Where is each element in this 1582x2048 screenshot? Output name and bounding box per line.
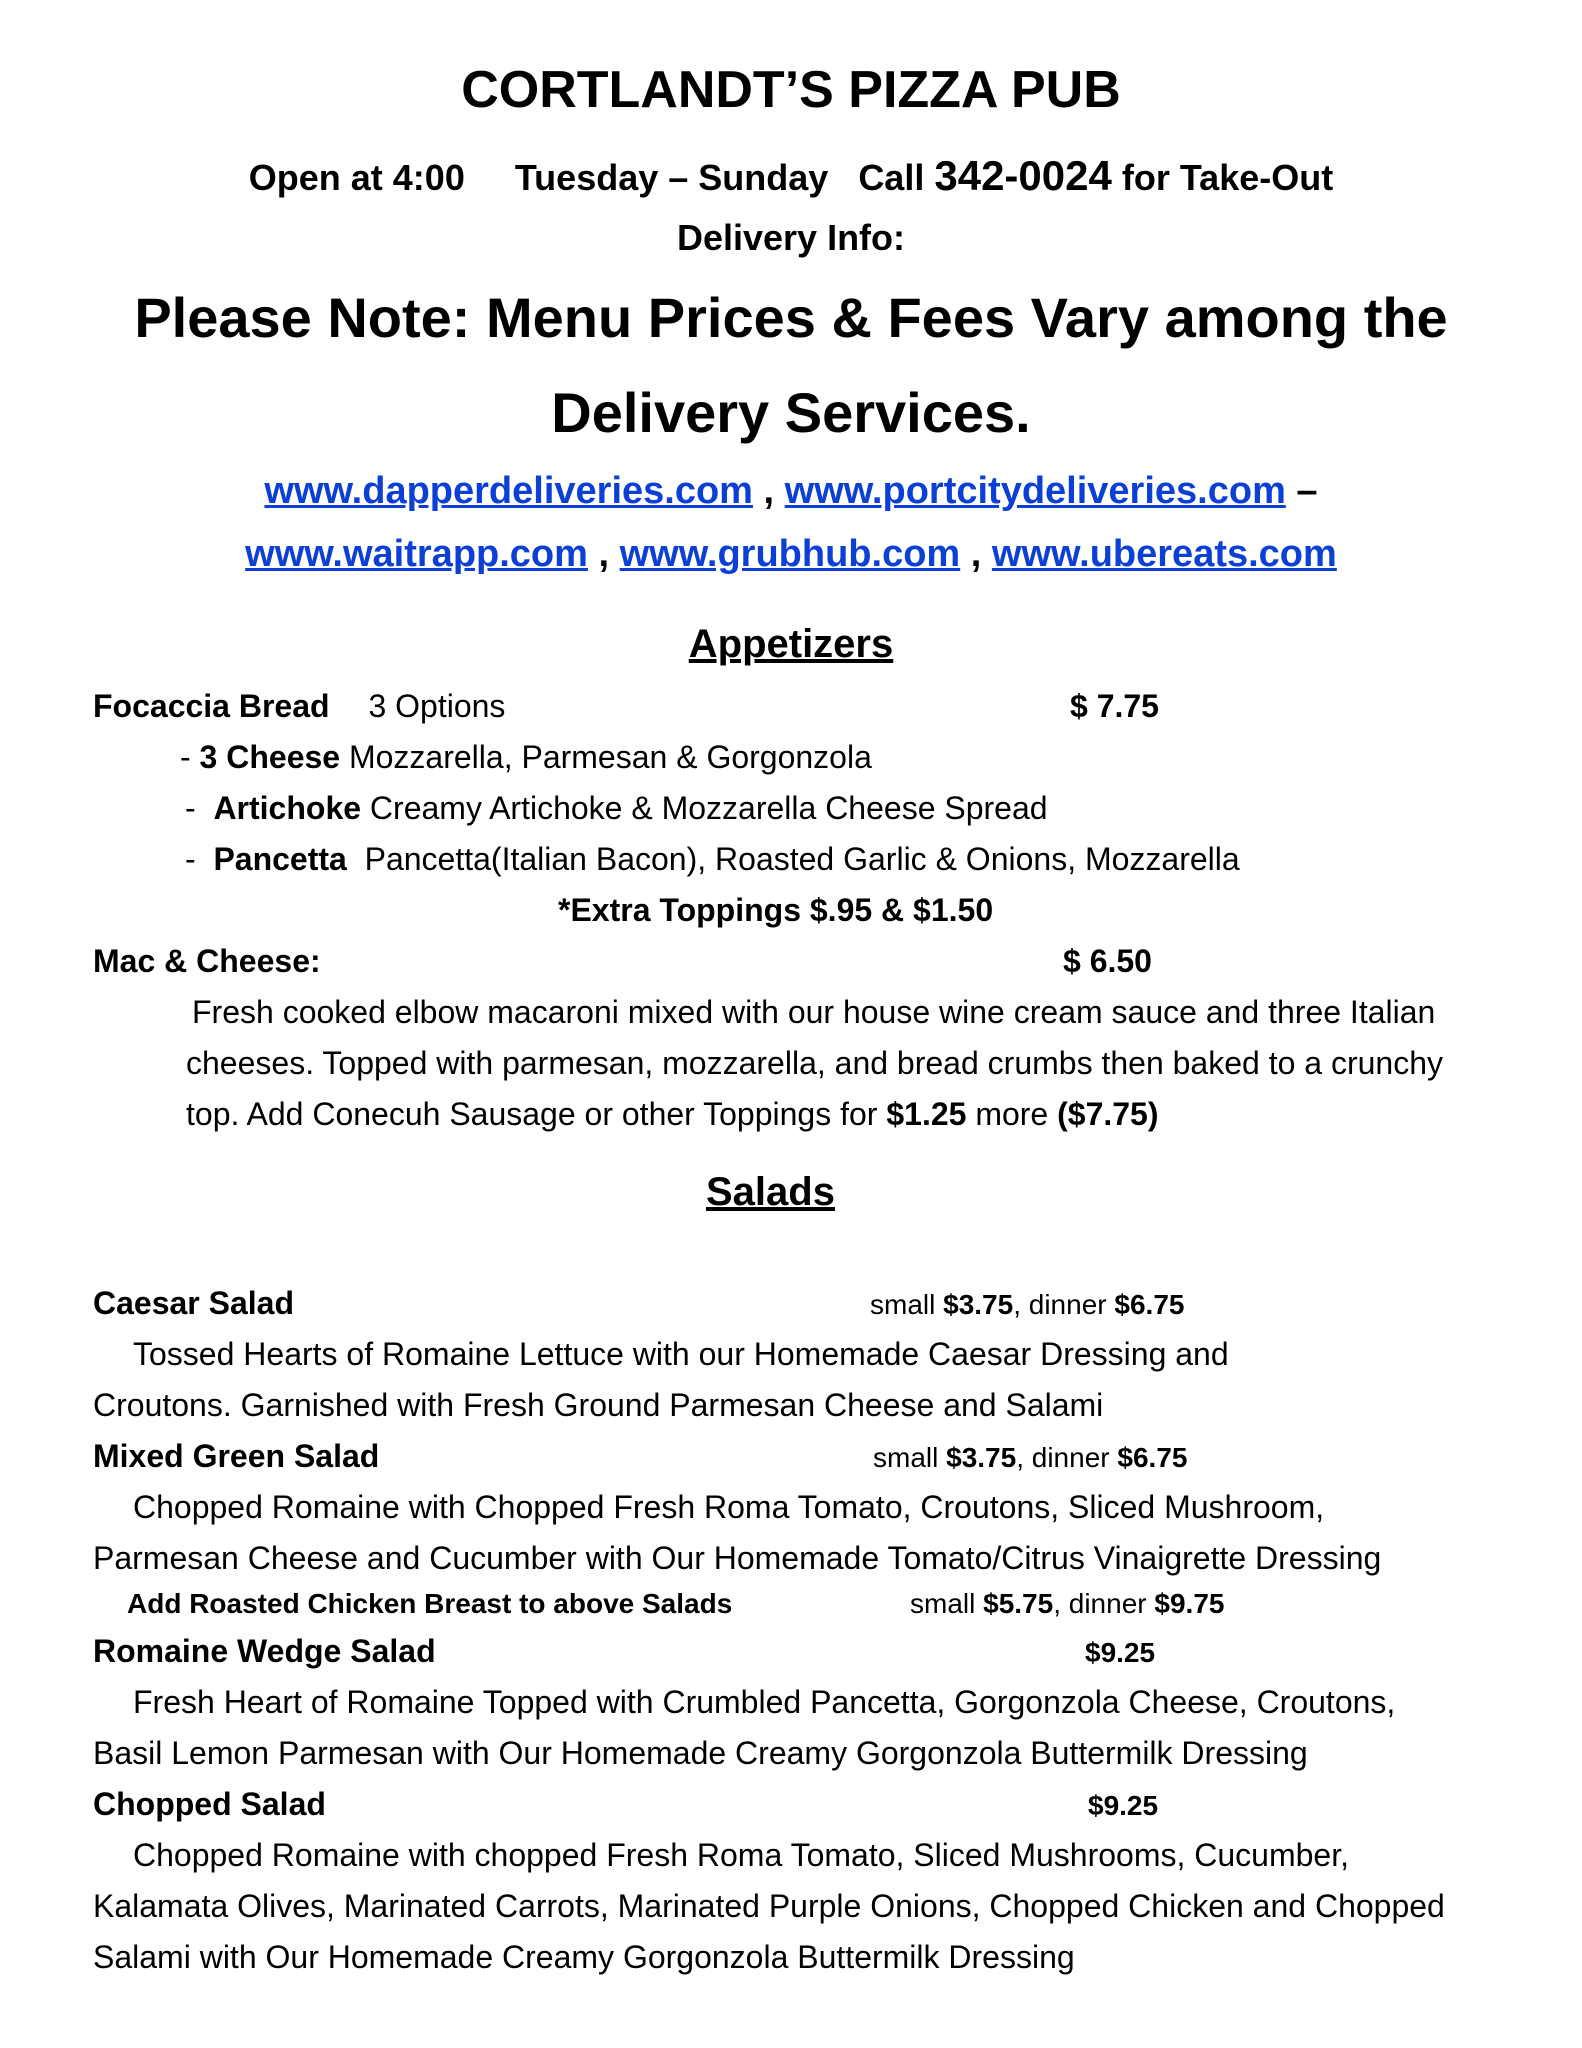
wedge-salad-price: $9.25: [1085, 1637, 1156, 1668]
mixed-green-salad-name: Mixed Green Salad: [93, 1438, 380, 1474]
extra-toppings-note: *Extra Toppings $.95 & $1.50: [558, 892, 994, 928]
wedge-desc-line2: Basil Lemon Parmesan with Our Homemade Creamy Gorgonzola Buttermilk Dressing: [93, 1735, 1308, 1771]
delivery-links-row2: [0, 533, 1582, 576]
mixed-desc-line1: Chopped Romaine with Chopped Fresh Roma Tomato, Croutons, Sliced Mushroom,: [133, 1489, 1325, 1525]
phone-number: 342-0024: [934, 152, 1112, 199]
page-title: CORTLANDT’S PIZZA PUB: [461, 61, 1121, 119]
option-name: Artichoke: [213, 790, 362, 826]
mixed-desc-line2: Parmesan Cheese and Cucumber with Our Homemade Tomato/Citrus Vinaigrette Dressing: [93, 1540, 1382, 1576]
add-chicken-price: [910, 1588, 1224, 1620]
desc-text: more: [975, 1096, 1049, 1132]
focaccia-options: 3 Options: [368, 688, 506, 724]
mac-cheese-name: Mac & Cheese:: [93, 943, 321, 979]
caesar-desc-line1: Tossed Hearts of Romaine Lettuce with our Homemade Caesar Dressing and: [133, 1336, 1229, 1372]
desc-text: top. Add Conecuh Sausage or other Toppings for: [186, 1096, 878, 1132]
focaccia-option-3cheese: - 3 Cheese Mozzarella, Parmesan & Gorgonzola: [180, 739, 872, 775]
separator: ,: [763, 470, 775, 512]
mac-cheese-desc-line2: cheeses. Topped with parmesan, mozzarella, and bread crumbs then baked to a crunchy: [186, 1045, 1444, 1081]
delivery-links-row1: [0, 470, 1582, 513]
option-desc: Pancetta(Italian Bacon), Roasted Garlic & Onions, Mozzarella: [364, 841, 1240, 877]
focaccia-option-pancetta: - Pancetta Pancetta(Italian Bacon), Roasted Garlic & Onions, Mozzarella: [185, 841, 1240, 877]
size-label: , dinner: [1053, 1588, 1147, 1619]
hours-line: [0, 152, 1582, 200]
size-label: , dinner: [1016, 1442, 1110, 1473]
separator: ,: [970, 533, 982, 575]
link-dapperdeliveries[interactable]: www.dapperdeliveries.com: [264, 470, 753, 512]
dinner-price: $6.75: [1117, 1442, 1188, 1473]
chopped-salad-price: $9.25: [1088, 1790, 1159, 1821]
add-chicken-label: Add Roasted Chicken Breast to above Salads: [127, 1588, 733, 1619]
dinner-price: $6.75: [1114, 1289, 1185, 1320]
size-label: small: [870, 1289, 936, 1320]
open-time: Open at 4:00: [248, 157, 465, 198]
small-price: $5.75: [983, 1588, 1054, 1619]
option-desc: Mozzarella, Parmesan & Gorgonzola: [348, 739, 872, 775]
caesar-desc-line2: Croutons. Garnished with Fresh Ground Parmesan Cheese and Salami: [93, 1387, 1104, 1423]
size-label: small: [910, 1588, 976, 1619]
link-waitrapp[interactable]: www.waitrapp.com: [245, 533, 588, 575]
delivery-info-label: Delivery Info:: [676, 217, 906, 258]
option-name: Pancetta: [213, 841, 347, 877]
focaccia-option-artichoke: - Artichoke Creamy Artichoke & Mozzarella Cheese Spread: [185, 790, 1048, 826]
mac-cheese-desc-line3: [186, 1096, 1159, 1133]
caesar-salad-name: Caesar Salad: [93, 1285, 295, 1321]
focaccia-title: Focaccia Bread: [93, 688, 330, 724]
small-price: $3.75: [946, 1442, 1017, 1473]
mixed-green-salad-price: [873, 1442, 1187, 1474]
appetizers-heading: Appetizers: [688, 622, 894, 666]
focaccia-name: [93, 688, 505, 725]
focaccia-price: $ 7.75: [1070, 688, 1159, 724]
price-note-line2: Delivery Services.: [551, 381, 1031, 444]
small-price: $3.75: [943, 1289, 1014, 1320]
size-label: , dinner: [1013, 1289, 1107, 1320]
mac-cheese-price: $ 6.50: [1063, 943, 1152, 979]
wedge-desc-line1: Fresh Heart of Romaine Topped with Crumbled Pancetta, Gorgonzola Cheese, Croutons,: [133, 1684, 1396, 1720]
caesar-salad-price: [870, 1289, 1184, 1321]
call-label: Call: [858, 157, 925, 198]
chopped-desc-line3: Salami with Our Homemade Creamy Gorgonzola Buttermilk Dressing: [93, 1939, 1075, 1975]
separator: ,: [598, 533, 610, 575]
desc-price: ($7.75): [1057, 1096, 1159, 1132]
size-label: small: [873, 1442, 939, 1473]
dinner-price: $9.75: [1154, 1588, 1225, 1619]
separator: –: [1296, 470, 1318, 512]
chopped-desc-line1: Chopped Romaine with chopped Fresh Roma Tomato, Sliced Mushrooms, Cucumber,: [133, 1837, 1349, 1873]
open-days: Tuesday – Sunday: [514, 157, 829, 198]
wedge-salad-name: Romaine Wedge Salad: [93, 1633, 436, 1669]
price-note-line1: Please Note: Menu Prices & Fees Vary among the: [134, 286, 1448, 349]
link-grubhub[interactable]: www.grubhub.com: [619, 533, 961, 575]
mac-cheese-desc-line1: Fresh cooked elbow macaroni mixed with our house wine cream sauce and three Italian: [192, 994, 1436, 1030]
option-name: 3 Cheese: [199, 739, 341, 775]
link-portcitydeliveries[interactable]: www.portcitydeliveries.com: [784, 470, 1286, 512]
chopped-salad-name: Chopped Salad: [93, 1786, 326, 1822]
takeout-label: for Take-Out: [1121, 157, 1334, 198]
option-desc: Creamy Artichoke & Mozzarella Cheese Spread: [369, 790, 1048, 826]
desc-price: $1.25: [886, 1096, 967, 1132]
chopped-desc-line2: Kalamata Olives, Marinated Carrots, Marinated Purple Onions, Chopped Chicken and Chopped: [93, 1888, 1445, 1924]
salads-heading: Salads: [706, 1170, 835, 1214]
link-ubereats[interactable]: www.ubereats.com: [991, 533, 1337, 575]
